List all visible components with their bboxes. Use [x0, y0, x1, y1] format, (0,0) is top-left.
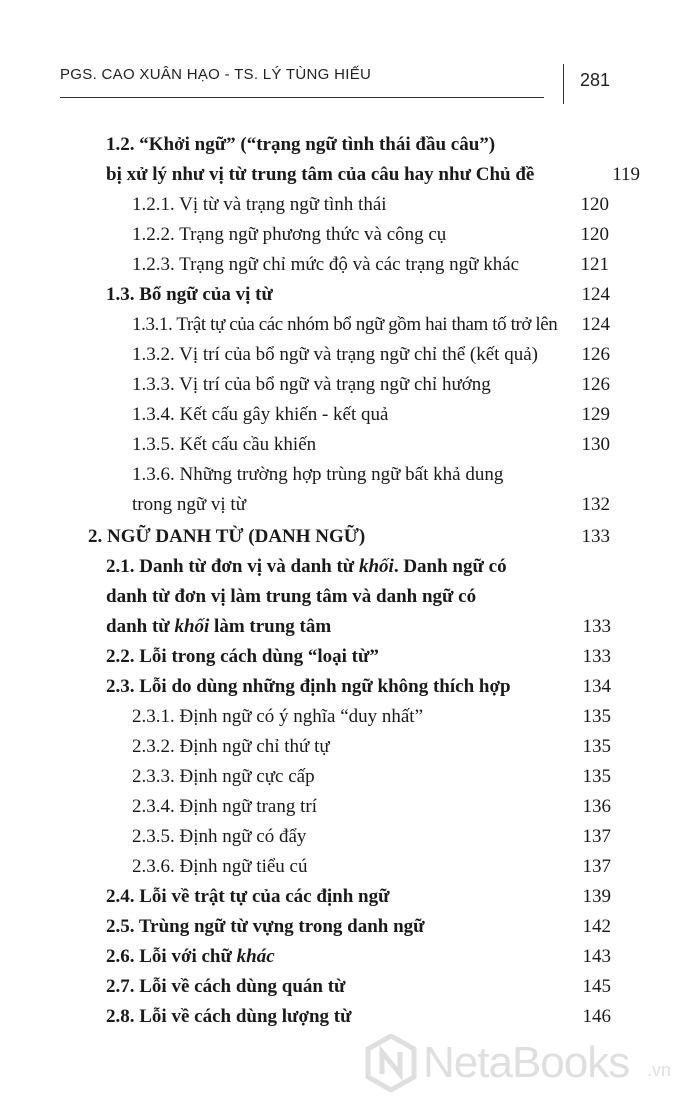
toc-entry-title-italic: khối — [358, 556, 394, 577]
toc-page-wrap — [551, 792, 611, 822]
toc-entry-page: 126 — [581, 374, 610, 395]
toc-page-wrap — [551, 912, 611, 942]
toc-entry-title — [106, 612, 331, 642]
toc-entry-page: 145 — [582, 976, 611, 997]
toc-entry-page: 130 — [581, 434, 610, 455]
toc-entry-title: 1.2.3. Trạng ngữ chỉ mức độ và các trạng ngữ khác — [132, 254, 520, 275]
toc-page-wrap — [551, 702, 611, 732]
toc-entry-title — [106, 552, 507, 582]
toc-entry-title: 2.8. Lỗi về cách dùng lượng từ — [106, 1006, 352, 1027]
toc-entry-page: 139 — [582, 886, 611, 907]
toc-page-wrap — [551, 852, 611, 882]
toc-page-wrap — [551, 732, 611, 762]
toc-entry-title: 2.3.2. Định ngữ chỉ thứ tự — [132, 736, 330, 757]
toc-page-wrap — [550, 400, 610, 430]
toc-entry-page: 135 — [582, 706, 611, 727]
toc-entry-page: 120 — [580, 224, 609, 245]
toc-page-wrap — [550, 340, 610, 370]
toc-page-wrap — [551, 882, 611, 912]
toc-entry-title — [106, 942, 275, 972]
toc-entry-page: 133 — [582, 616, 611, 637]
toc-entry-title: 1.3. Bổ ngữ của vị từ — [106, 284, 273, 305]
toc-page-wrap — [550, 280, 610, 310]
toc-entry-title: 2.3. Lỗi do dùng những định ngữ không thích hợp — [106, 676, 511, 697]
toc-entry-page: 124 — [581, 314, 610, 335]
toc-entry-page: 135 — [582, 736, 611, 757]
toc-page-wrap — [551, 612, 611, 642]
toc-entry-page: 121 — [580, 254, 609, 275]
toc-entry-title: 1.2.1. Vị từ và trạng ngữ tình thái — [132, 194, 387, 215]
toc-page-wrap — [550, 370, 610, 400]
toc-entry-page: 142 — [582, 916, 611, 937]
running-title: PGS. CAO XUÂN HẠO - TS. LÝ TÙNG HIẾU — [60, 66, 372, 83]
toc-entry-title: 1.3.3. Vị trí của bổ ngữ và trạng ngữ chỉ hướng — [132, 374, 491, 395]
toc-entry-title-part: 2.1. Danh từ đơn vị và danh từ — [106, 556, 359, 577]
toc-entry-page: 126 — [581, 344, 610, 365]
toc-page-wrap — [549, 220, 609, 250]
toc-entry-title: 1.3.4. Kết cấu gây khiến - kết quả — [132, 404, 389, 425]
toc-page-wrap — [550, 430, 610, 460]
toc-entry-title: 1.3.1. Trật tự của các nhóm bổ ngữ gồm hai tham tố trở lên — [132, 314, 558, 335]
toc-entry-page: 146 — [582, 1006, 611, 1027]
toc-entry-page: 135 — [582, 766, 611, 787]
toc-entry-title-italic: khác — [236, 946, 275, 967]
toc-entry-title: 2. NGỮ DANH TỪ (DANH NGỮ) — [88, 526, 366, 547]
toc-page-wrap — [550, 522, 610, 552]
toc-entry-title: 1.3.2. Vị trí của bổ ngữ và trạng ngữ chỉ thể (kết quả) — [132, 344, 538, 365]
watermark — [365, 1030, 695, 1100]
toc-entry-title: 2.3.5. Định ngữ có đẩy — [132, 826, 307, 847]
toc-page-wrap — [551, 642, 611, 672]
toc-entry-title: 2.3.3. Định ngữ cực cấp — [132, 766, 315, 787]
page-number: 281 — [580, 70, 611, 90]
netabooks-logo-icon — [365, 1034, 417, 1092]
toc-entry-title: 1.3.5. Kết cấu cầu khiến — [132, 434, 317, 455]
header-divider — [563, 64, 564, 104]
toc-entry-title: 2.4. Lỗi về trật tự của các định ngữ — [106, 886, 390, 907]
watermark-brand: NetaBooks — [423, 1038, 630, 1087]
toc-entry-title-part: 2.6. Lỗi với chữ — [106, 946, 237, 967]
toc-entry-page: 134 — [582, 676, 611, 697]
toc-entry-title: danh từ đơn vị làm trung tâm và danh ngữ có — [106, 586, 477, 607]
toc-entry-page: 137 — [582, 826, 611, 847]
toc-entry-title: 2.2. Lỗi trong cách dùng “loại từ” — [106, 646, 379, 667]
toc-entry-title: 2.3.4. Định ngữ trang trí — [132, 796, 317, 817]
header-rule — [60, 97, 544, 98]
toc-page-wrap — [551, 822, 611, 852]
toc-entry-title: 2.3.6. Định ngữ tiểu cú — [132, 856, 308, 877]
toc-entry-title-part: . Danh ngữ có — [393, 556, 507, 577]
toc-page-wrap — [580, 160, 640, 190]
toc-entry-title: 1.3.6. Những trường hợp trùng ngữ bất khả dung — [132, 464, 504, 485]
toc-entry-page: 133 — [581, 526, 610, 547]
toc-page-wrap — [551, 942, 611, 972]
toc-entry-title: bị xử lý như vị từ trung tâm của câu hay như Chủ đề — [106, 164, 535, 185]
toc-entry-page: 120 — [580, 194, 609, 215]
toc-page-wrap — [551, 972, 611, 1002]
toc-entry-page: 124 — [581, 284, 610, 305]
toc-page-wrap — [550, 490, 610, 520]
toc-page-wrap — [551, 672, 611, 702]
toc-entry-title: 2.5. Trùng ngữ từ vựng trong danh ngữ — [106, 916, 425, 937]
toc-page-wrap — [550, 310, 610, 340]
toc-entry-title: 2.7. Lỗi về cách dùng quán từ — [106, 976, 346, 997]
toc-entry-title: trong ngữ vị từ — [132, 494, 247, 515]
toc-entry-page: 143 — [582, 946, 611, 967]
toc-entry-page: 133 — [582, 646, 611, 667]
watermark-suffix: .vn — [647, 1060, 672, 1080]
toc-entry-page: 137 — [582, 856, 611, 877]
toc-page-wrap — [551, 1002, 611, 1032]
toc-page-wrap — [549, 250, 609, 280]
toc-entry-page: 129 — [581, 404, 610, 425]
toc-entry-page: 119 — [612, 164, 640, 185]
toc-entry-title: 1.2. “Khởi ngữ” (“trạng ngữ tình thái đầu câu”) — [106, 134, 496, 155]
toc-entry-page: 136 — [582, 796, 611, 817]
toc-entry-title: 2.3.1. Định ngữ có ý nghĩa “duy nhất” — [132, 706, 424, 727]
toc-page-wrap — [551, 762, 611, 792]
toc-entry-title-part: làm trung tâm — [209, 616, 332, 637]
toc-entry-title-italic: khối — [174, 616, 210, 637]
toc-entry-title-part: danh từ — [106, 616, 175, 637]
toc-entry-title: 1.2.2. Trạng ngữ phương thức và công cụ — [132, 224, 447, 245]
toc-page-wrap — [549, 190, 609, 220]
toc-entry-page: 132 — [581, 494, 610, 515]
